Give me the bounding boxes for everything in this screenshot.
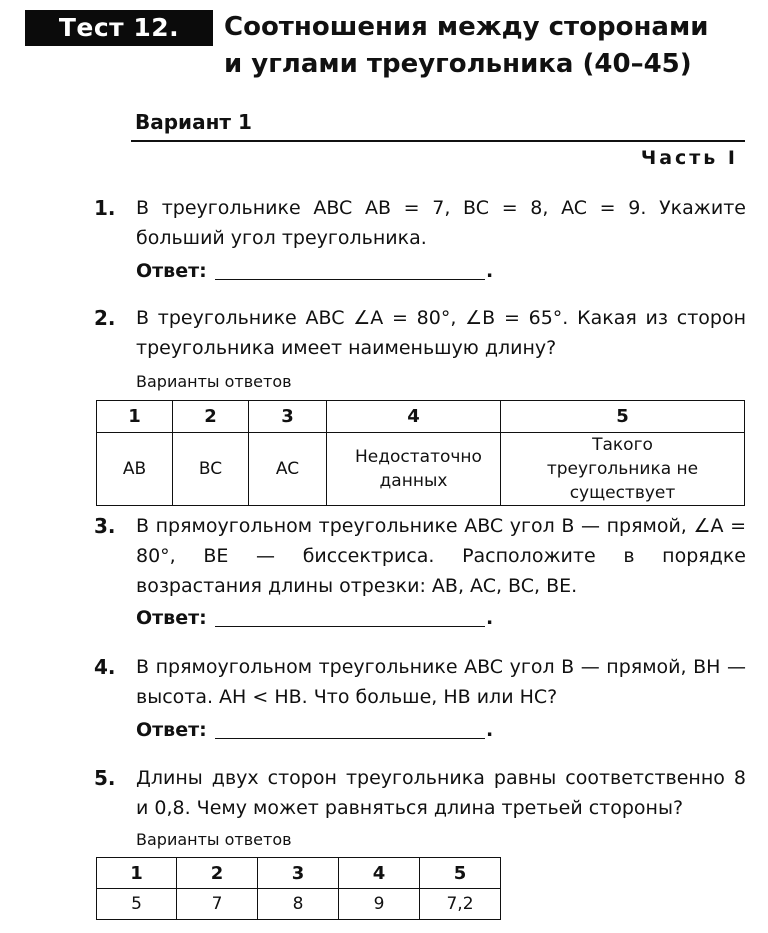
option-number: 2 — [177, 858, 258, 889]
option-number: 5 — [501, 401, 745, 433]
options-header-row — [97, 858, 501, 889]
option-4[interactable]: 9 — [339, 889, 420, 920]
answer-label: Ответ: — [136, 260, 207, 282]
option-number: 4 — [327, 401, 501, 433]
question-3-text: В прямоугольном треугольнике ABC угол B — прямой, ∠A = 80°, BE — биссектриса. Расположите в порядке возрастания длины отрезки: AB, AC, BC, BE. — [136, 515, 746, 597]
option-5[interactable]: 7,2 — [420, 889, 501, 920]
option-number: 5 — [420, 858, 501, 889]
answer-period: . — [486, 607, 494, 629]
option-number: 1 — [97, 858, 177, 889]
answer-blank[interactable] — [215, 738, 485, 739]
question-5-number: 5. — [94, 766, 116, 790]
question-4-text: В прямоугольном треугольнике ABC угол B — прямой, BH — высота. AH < HB. Что больше, HB или HC? — [136, 656, 746, 708]
answer-blank[interactable] — [215, 279, 485, 280]
options-values-row — [97, 433, 745, 506]
question-5-options-caption: Варианты ответов — [136, 830, 292, 849]
option-1[interactable]: 5 — [97, 889, 177, 920]
question-5-text: Длины двух сторон треугольника равны соответственно 8 и 0,8. Чему может равняться длина третьей стороны? — [136, 767, 746, 819]
part-heading: Часть I — [640, 147, 738, 169]
question-5-options-table — [96, 857, 501, 920]
answer-blank[interactable] — [215, 626, 485, 627]
option-4[interactable]: Недостаточно данных — [327, 433, 501, 506]
test-title-line-1: Соотношения между сторонами — [224, 12, 709, 42]
question-4-answer — [136, 716, 536, 744]
options-values-row — [97, 889, 501, 920]
option-number: 4 — [339, 858, 420, 889]
question-1-answer — [136, 257, 536, 285]
question-1-number: 1. — [94, 196, 116, 220]
answer-period: . — [486, 260, 494, 282]
option-number: 1 — [97, 401, 173, 433]
question-1-text: В треугольнике ABC AB = 7, BC = 8, AC = 9. Укажите больший угол треугольника. — [136, 197, 746, 249]
option-3[interactable]: 8 — [258, 889, 339, 920]
answer-label: Ответ: — [136, 607, 207, 629]
test-title-line-2: и углами треугольника (40–45) — [224, 49, 692, 79]
variant-divider — [131, 140, 745, 142]
test-title — [224, 9, 754, 83]
question-2-number: 2. — [94, 306, 116, 330]
option-number: 2 — [173, 401, 249, 433]
question-4-number: 4. — [94, 655, 116, 679]
answer-label: Ответ: — [136, 719, 207, 741]
question-2-options-table — [96, 400, 745, 506]
variant-heading: Вариант 1 — [135, 110, 252, 134]
question-2-text: В треугольнике ABC ∠A = 80°, ∠B = 65°. Какая из сторон треугольника имеет наименьшую длину? — [136, 307, 746, 359]
option-2[interactable]: 7 — [177, 889, 258, 920]
option-number: 3 — [258, 858, 339, 889]
test-number-badge: Тест 12. — [25, 10, 213, 46]
option-1[interactable]: AB — [97, 433, 173, 506]
option-number: 3 — [249, 401, 327, 433]
option-3[interactable]: AC — [249, 433, 327, 506]
option-2[interactable]: BC — [173, 433, 249, 506]
question-3-number: 3. — [94, 514, 116, 538]
options-header-row — [97, 401, 745, 433]
answer-period: . — [486, 719, 494, 741]
question-3-answer — [136, 604, 536, 632]
option-5[interactable]: Такого треугольника не существует — [501, 433, 745, 506]
question-2-options-caption: Варианты ответов — [136, 372, 292, 391]
